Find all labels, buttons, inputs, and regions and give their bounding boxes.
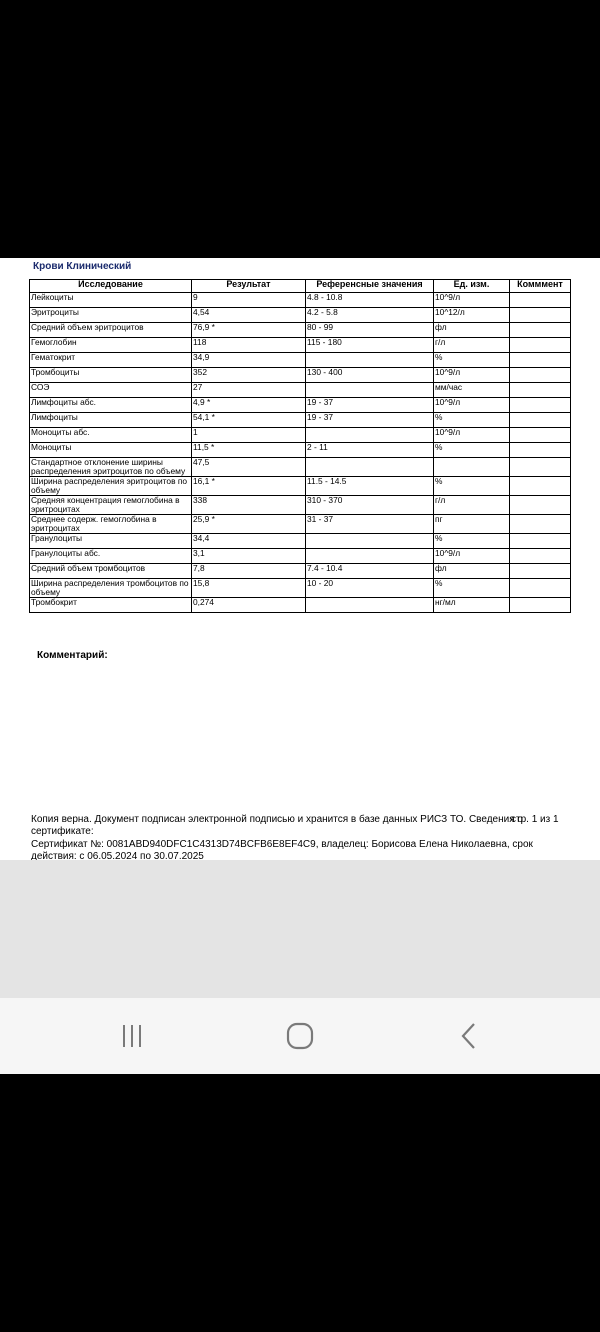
- page-number: стр. 1 из 1: [511, 814, 559, 825]
- table-row: [30, 353, 571, 368]
- table-row: [30, 579, 571, 598]
- cell-comment: [510, 308, 571, 323]
- cell-test: Моноциты: [30, 443, 192, 458]
- cell-unit: %: [434, 579, 510, 598]
- navigation-bar: [0, 998, 600, 1074]
- cell-comment: [510, 598, 571, 613]
- cell-reference: [306, 383, 434, 398]
- cell-test: Лимфоциты: [30, 413, 192, 428]
- table-row: [30, 398, 571, 413]
- cell-reference: [306, 458, 434, 477]
- cell-test: Гематокрит: [30, 353, 192, 368]
- table-row: [30, 293, 571, 308]
- cell-comment: [510, 564, 571, 579]
- blank-area: [0, 860, 600, 998]
- cell-result: 47,5: [192, 458, 306, 477]
- cell-reference: 2 - 11: [306, 443, 434, 458]
- cell-test: СОЭ: [30, 383, 192, 398]
- cell-test: Средний объем эритроцитов: [30, 323, 192, 338]
- table-row: [30, 308, 571, 323]
- cell-comment: [510, 353, 571, 368]
- cell-reference: 11.5 - 14.5: [306, 477, 434, 496]
- cell-unit: 10^9/л: [434, 368, 510, 383]
- cell-result: 7,8: [192, 564, 306, 579]
- back-icon: [457, 1021, 481, 1051]
- cell-reference: 130 - 400: [306, 368, 434, 383]
- cell-comment: [510, 534, 571, 549]
- cell-result: 9: [192, 293, 306, 308]
- cell-comment: [510, 383, 571, 398]
- header-comment: Комммент: [510, 280, 571, 293]
- cell-unit: г/л: [434, 338, 510, 353]
- cell-reference: 7.4 - 10.4: [306, 564, 434, 579]
- table-header-row: [30, 280, 571, 293]
- cell-test: Средняя концентрация гемоглобина в эритроцитах: [30, 496, 192, 515]
- cell-reference: 31 - 37: [306, 515, 434, 534]
- cell-unit: [434, 458, 510, 477]
- document-title: Крови Клинический: [33, 261, 132, 272]
- cell-test: Эритроциты: [30, 308, 192, 323]
- cell-unit: %: [434, 353, 510, 368]
- cell-result: 54,1 *: [192, 413, 306, 428]
- cell-unit: %: [434, 443, 510, 458]
- table-row: [30, 549, 571, 564]
- cell-comment: [510, 338, 571, 353]
- table-row: [30, 496, 571, 515]
- cell-reference: [306, 428, 434, 443]
- cell-unit: %: [434, 477, 510, 496]
- cell-result: 3,1: [192, 549, 306, 564]
- cell-unit: фл: [434, 323, 510, 338]
- table-row: [30, 338, 571, 353]
- cell-reference: 10 - 20: [306, 579, 434, 598]
- cell-result: 0,274: [192, 598, 306, 613]
- cell-reference: 80 - 99: [306, 323, 434, 338]
- table-row: [30, 368, 571, 383]
- cell-unit: 10^9/л: [434, 428, 510, 443]
- table-row: [30, 323, 571, 338]
- cell-reference: 19 - 37: [306, 413, 434, 428]
- cell-result: 34,9: [192, 353, 306, 368]
- cell-unit: %: [434, 534, 510, 549]
- recent-apps-button[interactable]: [111, 1016, 155, 1056]
- cell-unit: фл: [434, 564, 510, 579]
- cell-unit: 10^9/л: [434, 293, 510, 308]
- cell-result: 338: [192, 496, 306, 515]
- header-reference: Референсные значения: [306, 280, 434, 293]
- home-icon: [285, 1021, 315, 1051]
- cell-comment: [510, 549, 571, 564]
- cell-result: 27: [192, 383, 306, 398]
- cell-unit: 10^9/л: [434, 398, 510, 413]
- cell-comment: [510, 323, 571, 338]
- cell-test: Гранулоциты абс.: [30, 549, 192, 564]
- cell-comment: [510, 443, 571, 458]
- cell-test: Гранулоциты: [30, 534, 192, 549]
- cell-test: Моноциты абс.: [30, 428, 192, 443]
- document-page: [0, 258, 600, 860]
- table-row: [30, 413, 571, 428]
- header-unit: Ед. изм.: [434, 280, 510, 293]
- certificate-info: Сертификат №: 0081ABD940DFC1C4313D74BCFB6E8EF4C9, владелец: Борисова Елена Николаевна, срок действия: с 06.05.2024 по 30.07.2025: [31, 839, 533, 860]
- cell-result: 25,9 *: [192, 515, 306, 534]
- results-table: [29, 279, 571, 613]
- header-result: Результат: [192, 280, 306, 293]
- cell-unit: %: [434, 413, 510, 428]
- footer-note: Копия верна. Документ подписан электронной подписью и хранится в базе данных РИСЗ ТО. Сведения о сертификате:: [31, 814, 523, 837]
- home-button[interactable]: [278, 1016, 322, 1056]
- cell-reference: 4.2 - 5.8: [306, 308, 434, 323]
- cell-reference: 310 - 370: [306, 496, 434, 515]
- cell-result: 76,9 *: [192, 323, 306, 338]
- cell-result: 15,8: [192, 579, 306, 598]
- cell-test: Тромбокрит: [30, 598, 192, 613]
- cell-reference: 115 - 180: [306, 338, 434, 353]
- recent-apps-icon: [118, 1023, 148, 1049]
- cell-comment: [510, 496, 571, 515]
- cell-reference: 4.8 - 10.8: [306, 293, 434, 308]
- cell-unit: нг/мл: [434, 598, 510, 613]
- cell-test: Гемоглобин: [30, 338, 192, 353]
- cell-test: Стандартное отклонение ширины распределения эритроцитов по объему: [30, 458, 192, 477]
- cell-result: 11,5 *: [192, 443, 306, 458]
- comment-label: Комментарий:: [37, 650, 108, 661]
- cell-result: 16,1 *: [192, 477, 306, 496]
- cell-unit: 10^9/л: [434, 549, 510, 564]
- cell-test: Ширина распределения эритроцитов по объему: [30, 477, 192, 496]
- cell-reference: [306, 353, 434, 368]
- cell-test: Средний объем тромбоцитов: [30, 564, 192, 579]
- table-row: [30, 515, 571, 534]
- header-test: Исследование: [30, 280, 192, 293]
- cell-reference: [306, 598, 434, 613]
- cell-comment: [510, 428, 571, 443]
- cell-reference: [306, 534, 434, 549]
- cell-unit: пг: [434, 515, 510, 534]
- back-button[interactable]: [447, 1016, 491, 1056]
- cell-test: Тромбоциты: [30, 368, 192, 383]
- cell-result: 352: [192, 368, 306, 383]
- cell-test: Лейкоциты: [30, 293, 192, 308]
- cell-result: 4,54: [192, 308, 306, 323]
- table-row: [30, 383, 571, 398]
- cell-result: 118: [192, 338, 306, 353]
- cell-result: 4,9 *: [192, 398, 306, 413]
- cell-unit: г/л: [434, 496, 510, 515]
- cell-result: 34,4: [192, 534, 306, 549]
- cell-comment: [510, 515, 571, 534]
- cell-comment: [510, 413, 571, 428]
- cell-comment: [510, 398, 571, 413]
- cell-test: Среднее содерж. гемоглобина в эритроцитах: [30, 515, 192, 534]
- cell-reference: 19 - 37: [306, 398, 434, 413]
- cell-test: Лимфоциты абс.: [30, 398, 192, 413]
- table-row: [30, 598, 571, 613]
- cell-comment: [510, 458, 571, 477]
- cell-result: 1: [192, 428, 306, 443]
- table-row: [30, 534, 571, 549]
- table-row: [30, 458, 571, 477]
- table-row: [30, 443, 571, 458]
- cell-unit: мм/час: [434, 383, 510, 398]
- cell-comment: [510, 368, 571, 383]
- table-row: [30, 428, 571, 443]
- cell-test: Ширина распределения тромбоцитов по объему: [30, 579, 192, 598]
- cell-reference: [306, 549, 434, 564]
- cell-comment: [510, 293, 571, 308]
- cell-comment: [510, 477, 571, 496]
- cell-unit: 10^12/л: [434, 308, 510, 323]
- table-row: [30, 564, 571, 579]
- cell-comment: [510, 579, 571, 598]
- table-row: [30, 477, 571, 496]
